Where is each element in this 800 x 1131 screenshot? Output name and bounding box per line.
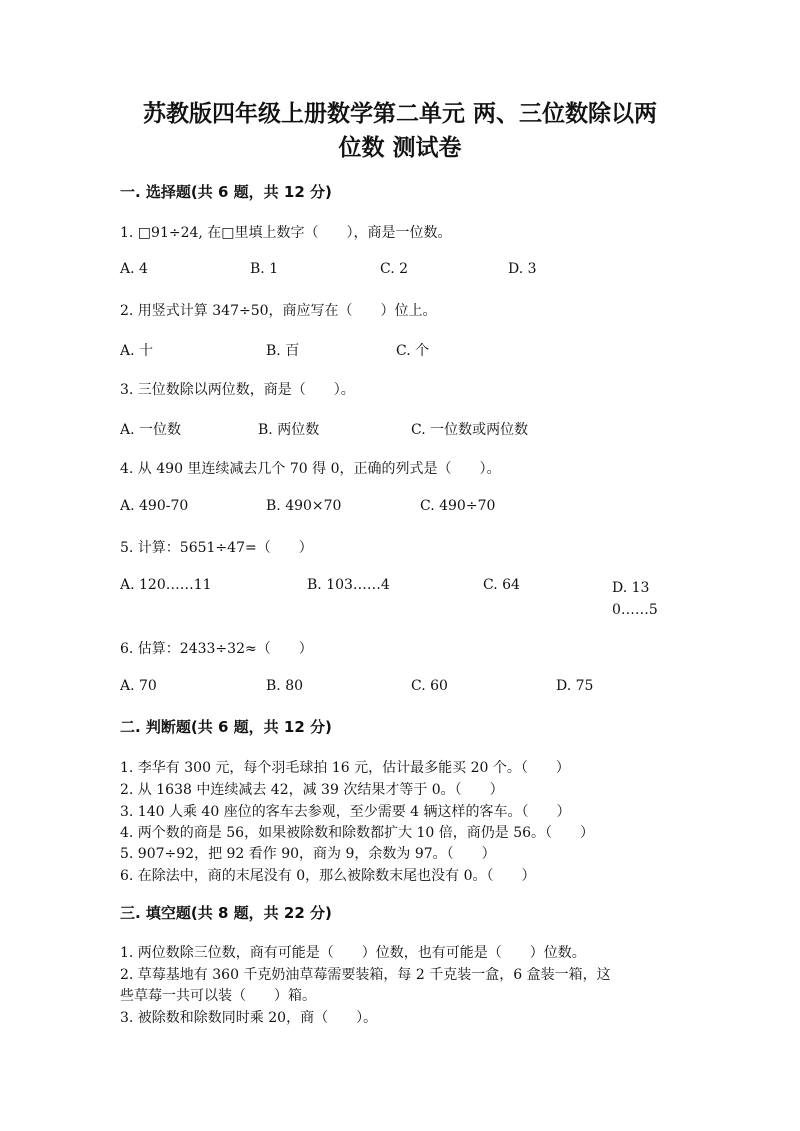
choice-q1-option-a: A. 4 <box>120 261 148 277</box>
choice-question-4: 4. 从 490 里连续减去几个 70 得 0，正确的列式是（ ）。 <box>120 461 501 477</box>
exam-title-line-2: 位数 测试卷 <box>338 134 462 161</box>
choice-q3-option-b: B. 两位数 <box>258 422 320 438</box>
choice-q5-option-b: B. 103……4 <box>307 577 390 593</box>
choice-question-5: 5. 计算：5651÷47=（ ） <box>120 540 313 556</box>
choice-q6-option-b: B. 80 <box>266 678 304 694</box>
choice-question-3: 3. 三位数除以两位数，商是（ ）。 <box>120 382 355 398</box>
fill-item-2-continued: 些草莓一共可以装（ ）箱。 <box>120 988 316 1004</box>
section-heading-choice: 一. 选择题(共 6 题，共 12 分) <box>120 183 332 201</box>
choice-q4-option-b: B. 490×70 <box>266 498 342 514</box>
judge-item-2: 2. 从 1638 中连续减去 42，减 39 次结果才等于 0。（ ） <box>120 782 504 798</box>
choice-q5-option-a: A. 120……11 <box>120 577 212 593</box>
section-heading-judge: 二. 判断题(共 6 题，共 12 分) <box>120 718 332 736</box>
choice-q3-option-c: C. 一位数或两位数 <box>411 422 529 438</box>
judge-item-6: 6. 在除法中，商的末尾没有 0，那么被除数末尾也没有 0。（ ） <box>120 868 536 884</box>
fill-item-1: 1. 两位数除三位数，商有可能是（ ）位数，也有可能是（ ）位数。 <box>120 945 586 961</box>
choice-q1-option-c: C. 2 <box>380 261 409 277</box>
choice-q6-option-d: D. 75 <box>556 678 594 694</box>
fill-item-2: 2. 草莓基地有 360 千克奶油草莓需要装箱，每 2 千克装一盒，6 盒装一箱，这 <box>120 967 611 983</box>
judge-item-1: 1. 李华有 300 元，每个羽毛球拍 16 元，估计最多能买 20 个。（ ） <box>120 760 570 776</box>
choice-q2-option-a: A. 十 <box>120 343 154 359</box>
choice-q3-option-a: A. 一位数 <box>120 422 182 438</box>
choice-q4-option-a: A. 490-70 <box>120 498 189 514</box>
choice-q5-option-d: D. 130……5 <box>612 580 658 618</box>
judge-item-3: 3. 140 人乘 40 座位的客车去参观，至少需要 4 辆这样的客车。（ ） <box>120 804 571 820</box>
choice-q1-option-b: B. 1 <box>250 261 279 277</box>
choice-q6-option-c: C. 60 <box>411 678 448 694</box>
choice-q6-option-a: A. 70 <box>120 678 157 694</box>
choice-question-6: 6. 估算：2433÷32≈（ ） <box>120 641 313 657</box>
choice-q2-option-b: B. 百 <box>266 343 300 359</box>
judge-item-5: 5. 907÷92，把 92 看作 90，商为 9，余数为 97。（ ） <box>120 846 496 862</box>
choice-question-2: 2. 用竖式计算 347÷50，商应写在（ ）位上。 <box>120 303 437 319</box>
judge-item-4: 4. 两个数的商是 56，如果被除数和除数都扩大 10 倍，商仍是 56。（ ） <box>120 825 595 841</box>
fill-item-3: 3. 被除数和除数同时乘 20，商（ ）。 <box>120 1010 378 1026</box>
choice-q5-option-c: C. 64 <box>483 577 520 593</box>
choice-question-1: 1. □91÷24, 在□里填上数字（ ），商是一位数。 <box>120 225 452 241</box>
choice-q2-option-c: C. 个 <box>396 343 430 359</box>
choice-q1-option-d: D. 3 <box>508 261 537 277</box>
section-heading-fill: 三. 填空题(共 8 题，共 22 分) <box>120 904 332 922</box>
exam-title-line-1: 苏教版四年级上册数学第二单元 两、三位数除以两 <box>142 100 657 127</box>
choice-q4-option-c: C. 490÷70 <box>420 498 496 514</box>
